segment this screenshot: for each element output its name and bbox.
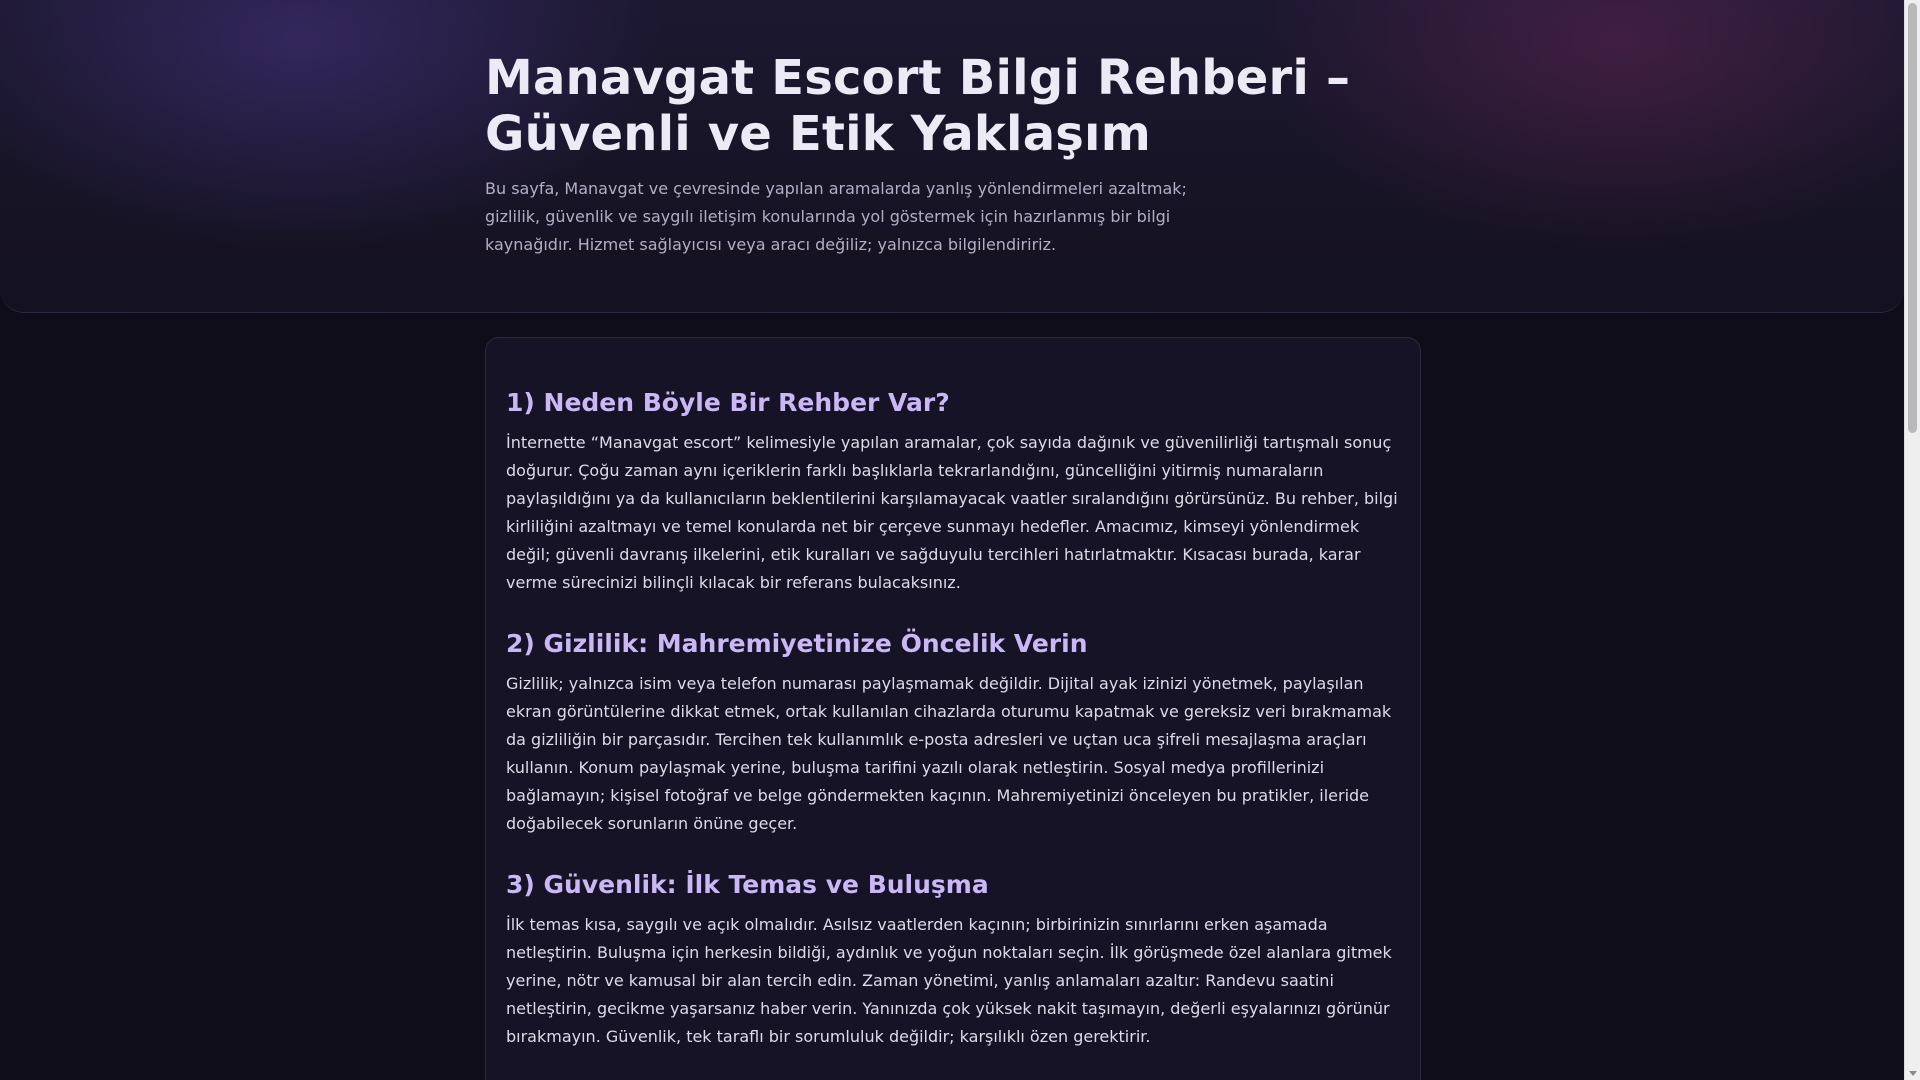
section-body: İnternette “Manavgat escort” kelimesiyle yapılan aramalar, çok sayıda dağınık ve güvenilirliği tartışmalı sonuç doğurur. Çoğu zaman aynı içeriklerin farklı başlıklarla tekrarlandığını, güncelliğini yitirmiş numaraların paylaşıldığını ya da kullanıcıların beklentilerini karşılamayacak vaatler sıralandığını görürsünüz. Bu rehber, bilgi kirliliğini azaltmayı ve temel konularda net bir çerçeve sunmayı hedefler. Amacımız, kimseyi yönlendirmek değil; güvenli davranış ilkelerini, etik kuralları ve sağduyulu tercihleri hatırlatmaktır. Kısacası burada, karar verme sürecinizi bilinçli kılacak bir referans bulacaksınız. <box>506 433 1398 592</box>
section-body: İlk temas kısa, saygılı ve açık olmalıdır. Asılsız vaatlerden kaçının; birbirinizin sınırlarını erken aşamada netleştirin. Buluşma için herkesin bildiği, aydınlık ve yoğun noktaları seçin. İlk görüşmede özel alanlara gitmek yerine, nötr ve kamusal bir alan tercih edin. Zaman yönetimi, yanlış anlamaları azaltır: Randevu saatini netleştirin, gecikme yaşarsanız haber verin. Yanınızda çok yüksek nakit taşımayın, değerli eşyalarınızı görünür bırakmayın. Güvenlik, tek taraflı bir sorumluluk değildir; karşılıklı özen gerektirir. <box>506 915 1392 1046</box>
hero-content <box>485 50 1445 259</box>
section-body: Gizlilik; yalnızca isim veya telefon numarası paylaşmamak değildir. Dijital ayak izinizi yönetmek, paylaşılan ekran görüntülerine dikkat etmek, ortak kullanılan cihazlarda oturumu kapatmak ve gereksiz veri bırakmamak da gizliliğin bir parçasıdır. Tercihen tek kullanımlık e-posta adresleri ve uçtan uca şifreli mesajlaşma araçları kullanın. Konum paylaşmak yerine, buluşma tarifini yazılı olarak netleştirin. Sosyal medya profillerinizi bağlamayın; kişisel fotoğraf ve belge göndermekten kaçının. Mahremiyetinizi önceleyen bu pratikler, ileride doğabilecek sorunların önüne geçer. <box>506 674 1392 833</box>
content-card <box>485 337 1421 1080</box>
hero-header <box>0 0 1904 313</box>
section-heading: 3) Güvenlik: İlk Temas ve Buluşma <box>506 870 989 899</box>
section-safety <box>506 868 1400 1051</box>
page-scrollbar[interactable] <box>1904 0 1920 1080</box>
section-why-guide <box>506 386 1400 597</box>
scrollbar-thumb[interactable] <box>1908 3 1917 433</box>
scroll-down-arrow-icon[interactable] <box>1909 1071 1917 1076</box>
section-heading: 2) Gizlilik: Mahremiyetinize Öncelik Verin <box>506 629 1088 658</box>
section-heading: 1) Neden Böyle Bir Rehber Var? <box>506 388 950 417</box>
page-title: Manavgat Escort Bilgi Rehberi – Güvenli ve Etik Yaklaşım <box>485 50 1351 162</box>
page-intro: Bu sayfa, Manavgat ve çevresinde yapılan aramalarda yanlış yönlendirmeleri azaltmak; gizlilik, güvenlik ve saygılı iletişim konularında yol göstermek için hazırlanmış bir bilgi kaynağıdır. Hizmet sağlayıcısı veya aracı değiliz; yalnızca bilgilendiririz. <box>485 179 1187 254</box>
section-privacy <box>506 627 1400 838</box>
